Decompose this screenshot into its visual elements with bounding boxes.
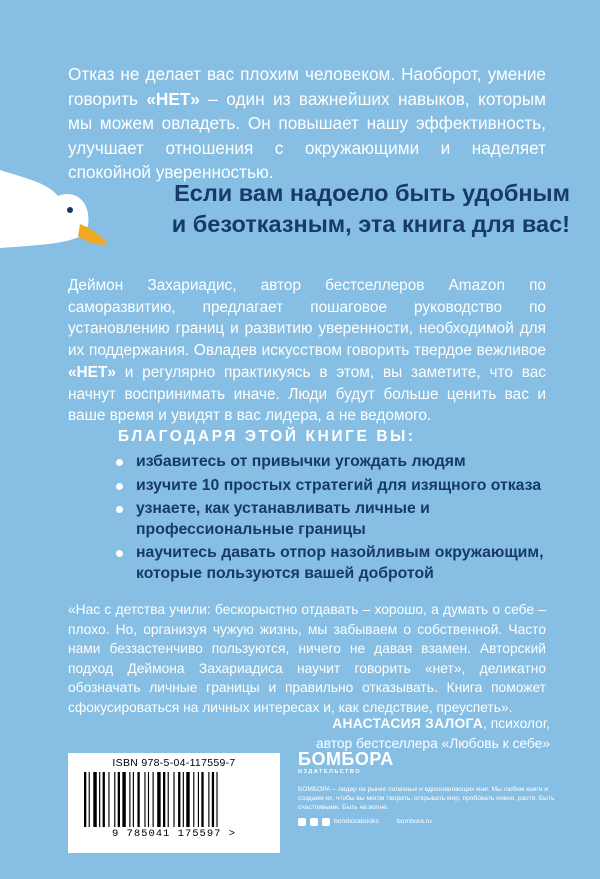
benefits-list — [110, 452, 550, 587]
barcode-bar — [144, 772, 145, 827]
barcode-panel — [68, 753, 280, 853]
intro-no-emphasis: «НЕТ» — [146, 88, 200, 109]
publisher-subtitle: ИЗДАТЕЛЬСТВО — [298, 769, 362, 775]
bullet-dot — [116, 506, 123, 513]
barcode-bar — [114, 772, 115, 827]
barcode-bar — [129, 772, 130, 827]
publisher-about: БОМБОРА – лидер на рынке полезных и вдохновляющих книг. Мы любим книги и создаем их, чтобы вы могли творить, открывать мир, пробовать новое, расти. Быть счастливыми. Быть на волне. — [298, 786, 555, 812]
testimonial-quote: «Нас с детства учили: бескорыстно отдавать – хорошо, а думать о себе – плохо. Но, организуя чужую жизнь, мы забываем о собственной. Часто нами беззастенчиво пользуются, ничего не давая взамен. Авторский подход Деймона Захариадиса научит говорить «нет», деликатно обозначать личные границы и правильно отказывать. Книга поможет сфокусироваться на личных интересах и, как следствие, преуспеть». — [68, 602, 546, 715]
headline: Если вам надоело быть удобным и безотказным, эта книга для вас! — [171, 180, 570, 237]
bullet-dot — [116, 459, 123, 466]
barcode-bar — [201, 772, 203, 827]
benefit-item: научитесь давать отпор назойливым окружающим, которые пользуются вашей добротой — [110, 543, 550, 584]
seagull-body — [0, 170, 88, 248]
barcode-bar — [99, 772, 100, 827]
barcode-digits: 9 785041 175597 > — [111, 828, 237, 840]
barcode-icon — [80, 772, 268, 827]
barcode-bar — [103, 772, 105, 827]
barcode-bar — [133, 772, 134, 827]
benefit-item: избавитесь от привычки угождать людям — [110, 452, 550, 473]
barcode-bar — [193, 772, 194, 827]
youtube-icon[interactable] — [310, 818, 318, 826]
bullet-dot — [116, 550, 123, 557]
author-role: , психолог, — [483, 716, 550, 731]
publisher-handle[interactable]: bomborabooks — [334, 818, 379, 826]
barcode-bar — [168, 772, 169, 827]
benefits-title: БЛАГОДАРЯ ЭТОЙ КНИГЕ ВЫ: — [118, 428, 416, 445]
benefit-item: изучите 10 простых стратегий для изящного отказа — [110, 476, 550, 497]
seagull-eye — [67, 207, 73, 213]
barcode-bar — [93, 772, 96, 827]
description-no-emphasis: «НЕТ» — [68, 363, 116, 381]
vk-icon[interactable] — [298, 818, 306, 826]
author-credential: автор бестселлера «Любовь к себе» — [316, 735, 550, 751]
barcode-bar — [173, 772, 174, 827]
barcode-bar — [84, 772, 86, 827]
description-paragraph: Деймон Захариадис, автор бестселлеров Amazon по саморазвитию, предлагает пошаговое руководство по установлению границ и развитию уверенности, необходимой для их поддержания. Овладев искусством говорить твердое вежливое «НЕТ» и регулярно практикуясь в этом, вы заметите, что вас начнут воспринимать иначе. Люди будут больше ценить вас и ваше время и увидят в вас лидера, а не ведомого. — [68, 277, 546, 425]
barcode-bar — [186, 772, 189, 827]
publisher-logo: БОМБОРА — [298, 749, 394, 769]
intro-paragraph: Отказ не делает вас плохим человеком. Наоборот, умение говорить «НЕТ» – один из важнейших навыков, которым мы можем овладеть. Он повышает нашу эффективность, улучшает отношения с окружающими и наделяет спокойной уверенностью. — [68, 64, 546, 182]
barcode-bar — [148, 772, 149, 827]
barcode-bar — [118, 772, 120, 827]
telegram-icon[interactable] — [322, 818, 330, 826]
barcode-bar — [157, 772, 160, 827]
barcode-bar — [137, 772, 139, 827]
author-name: АНАСТАСИЯ ЗАЛОГА — [332, 716, 484, 731]
bullet-dot — [116, 483, 123, 490]
barcode-bar — [208, 772, 209, 827]
publisher-site[interactable]: bombora.ru — [396, 818, 432, 826]
barcode-bar — [198, 772, 199, 827]
barcode-bar — [183, 772, 184, 827]
barcode-bar — [89, 772, 90, 827]
barcode-bar — [216, 772, 217, 827]
quote-author — [316, 714, 550, 753]
barcode-bar — [163, 772, 165, 827]
publisher-links — [298, 818, 558, 826]
publisher-block — [298, 750, 558, 826]
isbn-number: ISBN 978-5-04-117559-7 — [112, 757, 236, 769]
benefit-item: узнаете, как устанавливать личные и профессиональные границы — [110, 499, 550, 540]
barcode-bar — [212, 772, 214, 827]
barcode-bar — [122, 772, 125, 827]
barcode-bar — [108, 772, 109, 827]
barcode-bar — [178, 772, 180, 827]
barcode-bar — [153, 772, 154, 827]
